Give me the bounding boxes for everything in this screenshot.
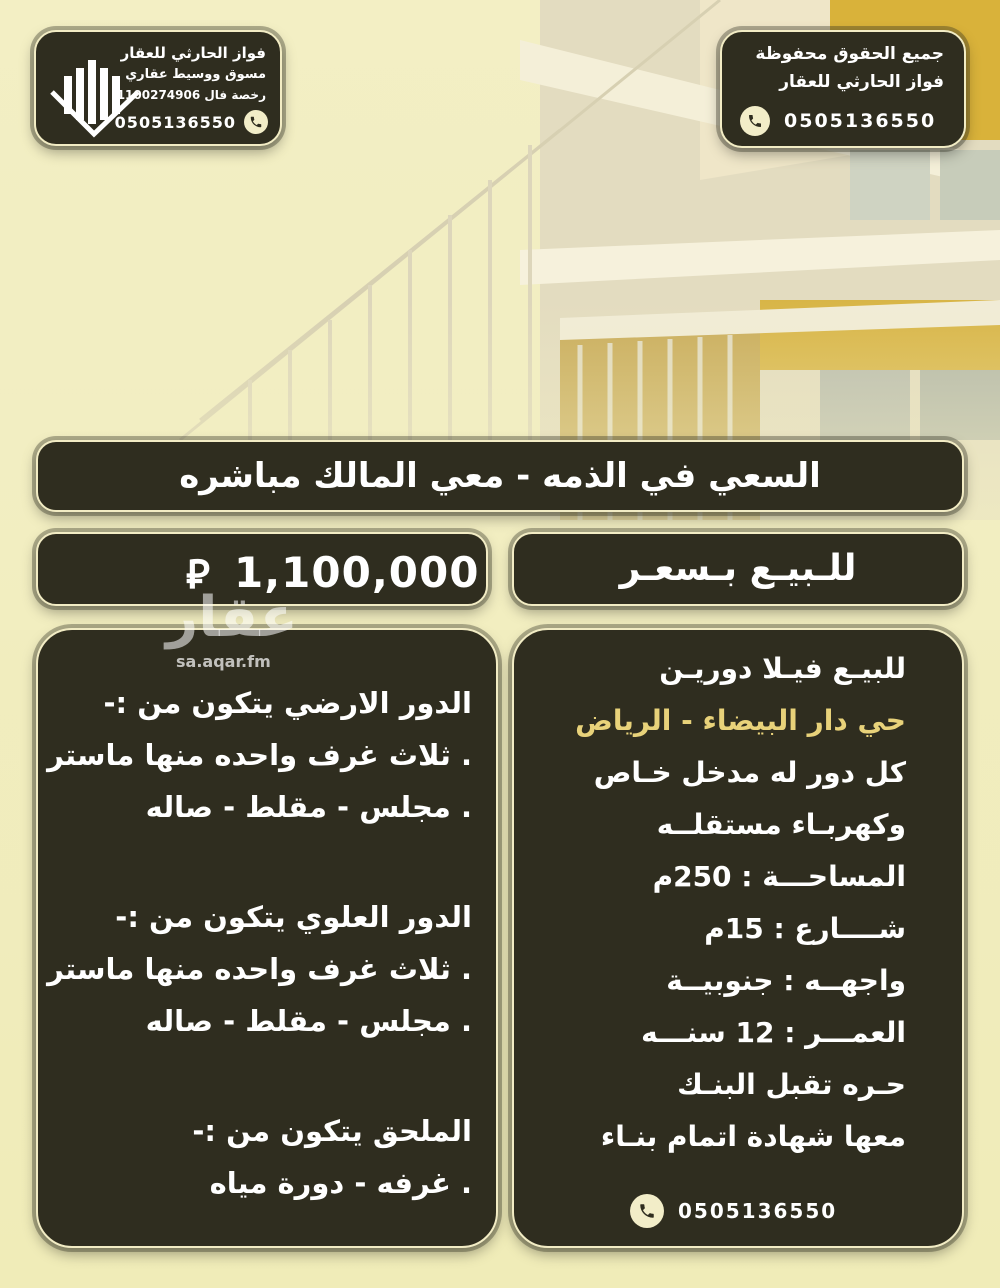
phone-icon (630, 1194, 664, 1228)
aqar-watermark-logo: عقار (166, 585, 298, 650)
upper-floor-title: الدور العلوي يتكون من :- (115, 900, 472, 934)
upper-floor-item: . مجلس - مقلط - صاله (145, 1004, 472, 1038)
detail-facade: واجهــه : جنوبيــة (666, 964, 906, 997)
rights-phone[interactable]: 0505136550 (784, 110, 937, 132)
rights-phone-row[interactable] (740, 106, 936, 136)
brand-role: مسوق ووسيط عقاري (125, 67, 266, 82)
sale-label-card (512, 532, 964, 606)
phone-icon (740, 106, 770, 136)
brand-phone-row[interactable] (115, 110, 268, 134)
annex-item: . غرفه - دورة مياه (209, 1166, 472, 1200)
headline: السعي في الذمه - معي المالك مباشره (179, 456, 821, 496)
phone-icon (244, 110, 268, 134)
aqar-watermark-url: sa.aqar.fm (176, 652, 271, 671)
brand-phone[interactable]: 0505136550 (114, 112, 236, 132)
detail-age: العمـــر : 12 سنـــه (641, 1016, 906, 1049)
ground-floor-item: . ثلاث غرف واحده منها ماستر (47, 738, 472, 772)
sale-label: للـبيـع بـسعـر (619, 548, 857, 589)
price-amount: 1,100,000 (234, 548, 480, 597)
detail-line: معها شهادة اتمام بنـاء (600, 1120, 906, 1153)
ground-floor-title: الدور الارضي يتكون من :- (103, 686, 472, 720)
brand-name: فواز الحارثي للعقار (120, 44, 266, 62)
riyal-currency-icon: ⃁ (186, 552, 210, 598)
rights-line2: فواز الحارثي للعقار (779, 72, 944, 92)
detail-line: للبيـع فيـلا دوريـن (659, 652, 906, 685)
annex-title: الملحق يتكون من :- (192, 1114, 472, 1148)
floors-card (36, 628, 498, 1248)
upper-floor-item: . ثلاث غرف واحده منها ماستر (47, 952, 472, 986)
rights-line1: جميع الحقوق محفوظة (755, 44, 944, 64)
detail-line: كل دور له مدخل خـاص (593, 756, 906, 789)
ground-floor-item: . مجلس - مقلط - صاله (145, 790, 472, 824)
detail-line: وكهربـاء مستقلــه (656, 808, 906, 841)
rights-card (720, 30, 966, 148)
brand-card (34, 30, 282, 146)
details-phone[interactable]: 0505136550 (678, 1199, 838, 1223)
details-card (512, 628, 964, 1248)
detail-street: شــــارع : 15م (704, 912, 906, 945)
detail-location: حي دار البيضاء - الرياض (575, 704, 906, 737)
details-phone-row[interactable] (630, 1194, 837, 1228)
brand-license: رخصة فال 1100274906 (116, 88, 266, 102)
detail-area: المساحـــة : 250م (652, 860, 906, 893)
headline-card (36, 440, 964, 512)
detail-line: حـره تقبل البنـك (677, 1068, 906, 1101)
